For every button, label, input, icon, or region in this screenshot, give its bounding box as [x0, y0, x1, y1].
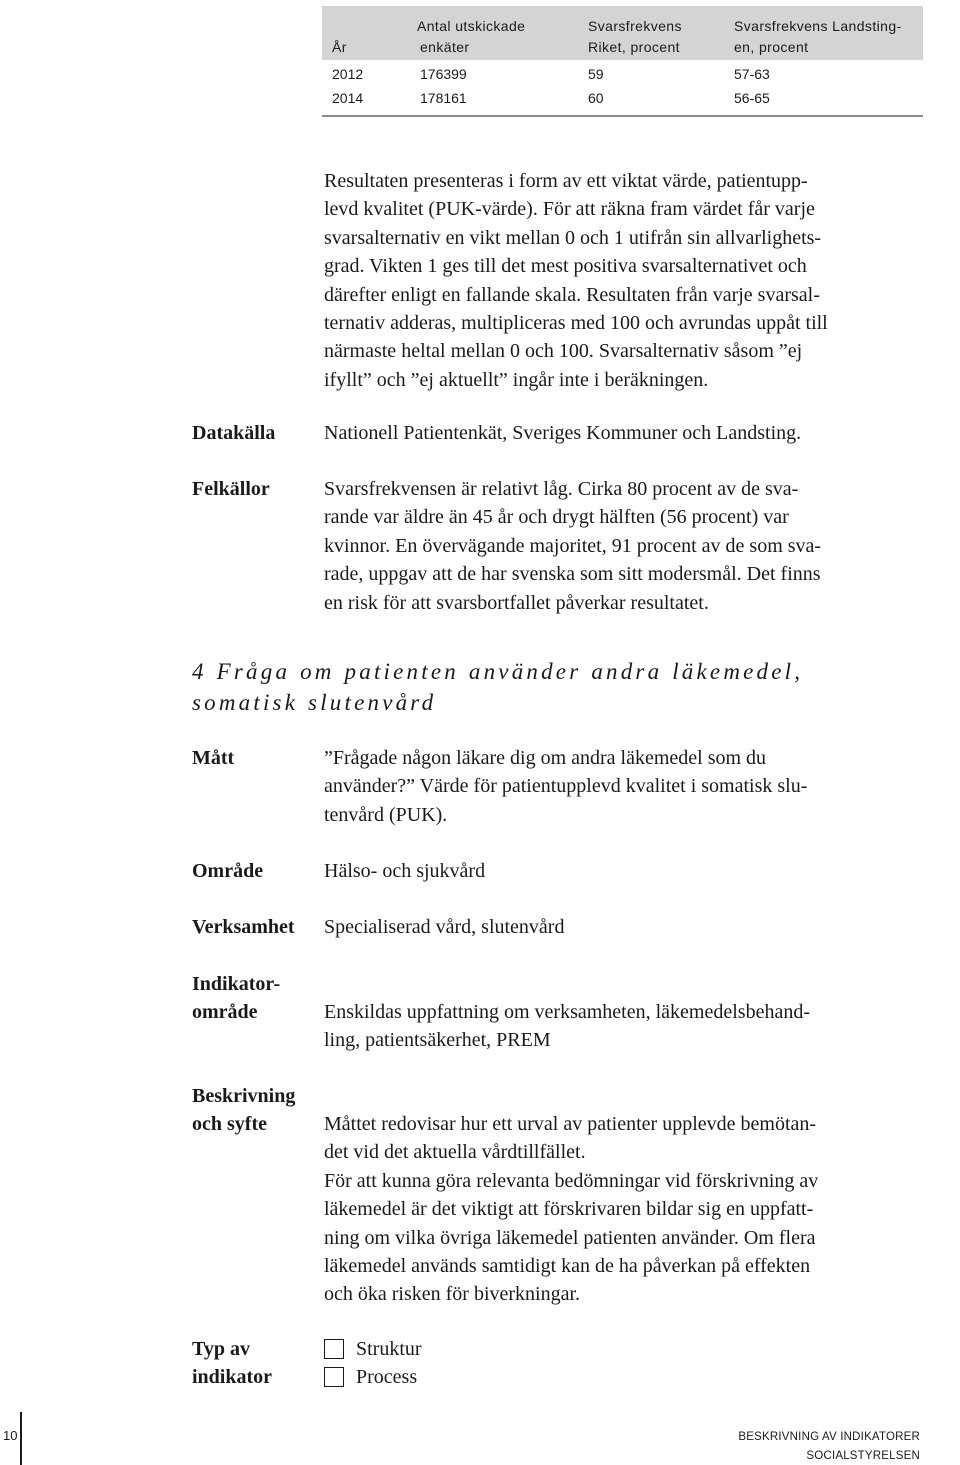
text-line: Måttet redovisar hur ett urval av patienter upplevde bemötan- — [324, 1113, 817, 1135]
label-line: Indikator- — [192, 973, 281, 995]
table-cell: 56-65 — [734, 90, 770, 106]
checkbox-process[interactable] — [324, 1363, 417, 1391]
label-line: Beskrivning — [192, 1085, 296, 1107]
heading-line: 4 Fråga om patienten använder andra läkemedel, — [192, 659, 804, 684]
datakalla-text: Nationell Patientenkät, Sveriges Kommuner och Landsting. — [324, 422, 802, 444]
indikatoromrade-paragraph — [324, 998, 924, 1055]
header-year: År — [332, 39, 347, 55]
text-line: läkemedel är det viktigt att förskrivaren bildar sig en uppfatt- — [324, 1198, 814, 1221]
text-line: Enskildas uppfattning om verksamheten, läkemedelsbehand- — [324, 1001, 810, 1023]
header-sent-line1: Antal utskickade — [417, 18, 526, 34]
table-cell: 59 — [588, 66, 604, 82]
text-line: Resultaten presenteras i form av ett viktat värde, patientupp- — [324, 170, 808, 192]
header-rate-county-line1: Svarsfrekvens Landsting- — [734, 18, 902, 34]
text-line: kvinnor. En övervägande majoritet, 91 procent av de som sva- — [324, 534, 822, 557]
verksamhet-text: Specialiserad vård, slutenvård — [324, 916, 565, 938]
text-line: närmaste heltal mellan 0 och 100. Svarsalternativ såsom ”ej — [324, 340, 803, 363]
text-line: tenvård (PUK). — [324, 803, 448, 826]
text-line: det vid det aktuella vårdtillfället. — [324, 1141, 586, 1164]
table-cell: 2014 — [332, 90, 364, 106]
footer-title: BESKRIVNING AV INDIKATORER — [738, 1431, 920, 1443]
table-cell: 178161 — [420, 90, 467, 106]
text-line: grad. Vikten 1 ges till det mest positiva svarsalternativet och — [324, 255, 807, 278]
checkbox-label: Struktur — [356, 1337, 422, 1360]
section-heading — [192, 657, 892, 718]
table-cell: 176399 — [420, 66, 467, 82]
matt-label: Mått — [192, 747, 235, 769]
label-line: indikator — [192, 1366, 273, 1389]
text-line: levd kvalitet (PUK-värde). För att räkna fram värdet får varje — [324, 198, 815, 221]
text-line: ifyllt” och ”ej aktuellt” ingår inte i beräkningen. — [324, 368, 709, 391]
text-line: läkemedel används samtidigt kan de ha påverkan på effekten — [324, 1255, 811, 1278]
checkbox-box-icon[interactable] — [324, 1339, 344, 1359]
text-line: svarsalternativ en vikt mellan 0 och 1 utifrån sin allvarlighets- — [324, 226, 822, 249]
checkbox-box-icon[interactable] — [324, 1367, 344, 1387]
beskrivning-label — [192, 1082, 295, 1139]
text-line: och öka risken för biverkningar. — [324, 1283, 581, 1306]
matt-paragraph — [324, 744, 924, 829]
header-rate-county-line2: en, procent — [734, 39, 809, 55]
text-line: rade, uppgav att de har svenska som sitt modersmål. Det finns — [324, 563, 821, 586]
checkbox-struktur[interactable] — [324, 1335, 422, 1363]
felkallor-paragraph — [324, 475, 924, 617]
header-rate-nation-line2: Riket, procent — [588, 39, 680, 55]
beskrivning-paragraph — [324, 1110, 924, 1309]
text-line: rande var äldre än 45 år och drygt hälften (56 procent) var — [324, 506, 789, 529]
omrade-text: Hälso- och sjukvård — [324, 860, 486, 882]
heading-line: somatisk slutenvård — [192, 689, 437, 715]
indikatoromrade-label — [192, 970, 280, 1027]
intro-paragraph — [324, 167, 924, 394]
response-rate-table — [322, 6, 923, 110]
footer-org: SOCIALSTYRELSEN — [806, 1450, 920, 1462]
label-line: område — [192, 1001, 258, 1024]
table-cell: 60 — [588, 90, 604, 106]
text-line: ternativ adderas, multipliceras med 100 och avrundas uppåt till — [324, 312, 828, 335]
checkbox-label: Process — [356, 1365, 418, 1388]
text-line: använder?” Värde för patientupplevd kvalitet i somatisk slu- — [324, 775, 808, 798]
text-line: ning om vilka övriga läkemedel patienten använder. Om flera — [324, 1226, 816, 1249]
header-sent-line2: enkäter — [420, 39, 470, 55]
text-line: För att kunna göra relevanta bedömningar vid förskrivning av — [324, 1169, 819, 1192]
felkallor-label: Felkällor — [192, 478, 270, 500]
label-line: Typ av — [192, 1338, 250, 1360]
text-line: en risk för att svarsbortfallet påverkar resultatet. — [324, 591, 709, 614]
header-rate-nation-line1: Svarsfrekvens — [588, 18, 682, 34]
label-line: och syfte — [192, 1113, 267, 1136]
table-bottom-rule — [322, 115, 923, 117]
table-cell: 57-63 — [734, 66, 770, 82]
page-number: 10 — [3, 1428, 18, 1443]
footer-divider — [20, 1412, 22, 1465]
text-line: ling, patientsäkerhet, PREM — [324, 1029, 551, 1052]
text-line: därefter enligt en fallande skala. Resultaten från varje svarsal- — [324, 283, 820, 306]
omrade-label: Område — [192, 860, 264, 882]
text-line: Svarsfrekvensen är relativt låg. Cirka 80 procent av de sva- — [324, 478, 799, 500]
table-cell: 2012 — [332, 66, 364, 82]
datakalla-label: Datakälla — [192, 422, 276, 444]
typ-label — [192, 1335, 272, 1392]
verksamhet-label: Verksamhet — [192, 916, 295, 938]
text-line: ”Frågade någon läkare dig om andra läkemedel som du — [324, 747, 767, 769]
